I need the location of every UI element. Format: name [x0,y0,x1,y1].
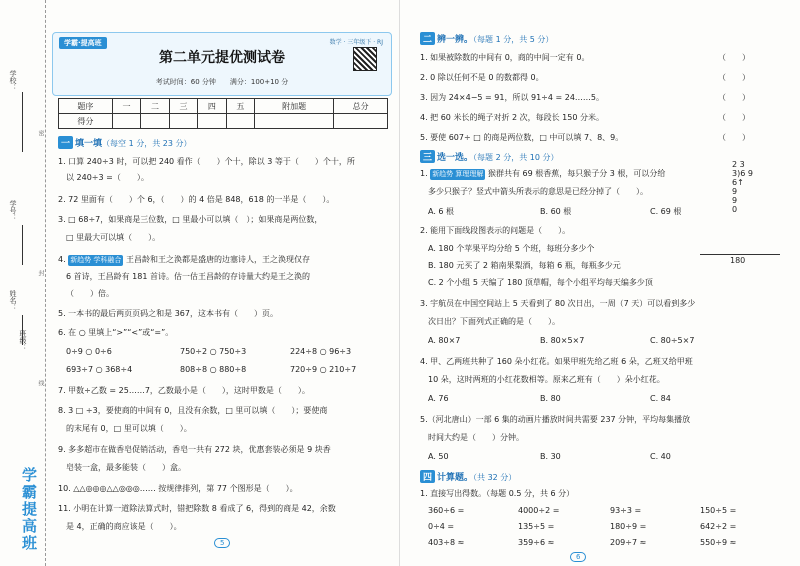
judge-5: 5. 要使 607÷ □ 的商是两位数，□ 中可以填 7、8、9。 [420,133,624,142]
choice-option[interactable]: C. 40 [650,452,671,461]
qr-code-icon [353,47,377,71]
cut-mark-3: 线 [37,380,44,386]
choice-option[interactable]: A. 76 [428,394,449,403]
section-3-heading [420,150,558,163]
school-line [22,92,23,152]
calc-intro: 1. 直接写出得数。（每题 0.5 分，共 6 分） [420,489,575,498]
binding-strip [0,0,46,566]
choice-option[interactable]: B. 30 [540,452,561,461]
judge-answer-paren[interactable]: （ ） [718,133,750,142]
score-cell: 题序 [59,99,113,114]
section-note: （每题 1 分，共 5 分） [473,35,554,44]
calc-item: 135÷5 = [518,522,555,531]
section-1-heading [58,136,191,149]
vdiv-line: 9 [732,196,738,205]
question-4: 4. 新趋势 学科融合 王昌龄和王之涣都是盛唐的边塞诗人，王之涣现仅存 [58,255,310,264]
compare-item: 224÷8 ○ 96÷3 [290,347,352,356]
compare-item: 0÷9 ○ 0÷6 [66,347,112,356]
question-10: 10. △△◎◎◎△△◎◎◎…… 按规律排列，第 77 个图形是（ ）。 [58,484,298,493]
question-5: 5. 一本书的最后两页页码之和是 367，这本书有（ ）页。 [58,309,278,318]
question-1-cont: 以 240÷3 =（ ）。 [66,173,149,182]
choice-4: 4. 甲、乙两班共种了 160 朵小红花。如果甲班先给乙班 6 朵，乙班又给甲班 [420,357,693,366]
vdiv-line: 6↑ [732,178,744,187]
section-2-heading [420,32,553,45]
calc-item: 360÷6 = [428,506,465,515]
choice-2: 2. 能用下面线段图表示的问题是（ ）。 [420,226,571,235]
section-note: （共 32 分） [473,473,517,482]
section-title: 计算题。 [437,473,474,483]
question-6: 6. 在 ○ 里填上“>”“<”或“=”。 [58,328,174,337]
score-input[interactable] [169,114,197,129]
choice-option[interactable]: A. 80×7 [428,336,461,345]
choice-option[interactable]: C. 2 个小组 5 天编了 180 顶草帽，每个小组平均每天编多少顶 [428,278,653,287]
school-label: 学校： [9,70,17,91]
question-3: 3. □ 68÷7，如果商是三位数，□ 里最小可以填（ ）；如果商是两位数， [58,215,323,224]
vdiv-line: 9 [732,187,738,196]
section-number: 一 [58,136,73,149]
score-cell: 总分 [334,99,388,114]
score-cell: 四 [198,99,226,114]
question-4-cont: 6 首诗，王昌龄有 181 首诗。估一估王昌龄的存诗量大约是王之涣的 [66,272,310,281]
page-number: 5 [214,538,230,548]
question-4-cont: （ ）倍。 [66,289,114,298]
test-meta: 考试时间：60 分钟 满分：100+10 分 [155,78,289,86]
section-number: 三 [420,150,435,163]
calc-item: 93÷3 = [610,506,642,515]
choice-option[interactable]: C. 80÷5×7 [650,336,695,345]
section-number: 四 [420,470,435,483]
grade-tag: 数学 · 三年级下 · RJ [329,39,383,46]
calc-item: 180÷9 = [610,522,647,531]
score-input[interactable] [226,114,254,129]
cut-mark-2: 封 [37,270,44,276]
choice-option[interactable]: A. 50 [428,452,449,461]
vdiv-line: 2 3 [732,160,745,169]
vdiv-line: 3)6 9 [732,169,753,178]
score-input[interactable] [255,114,334,129]
judge-answer-paren[interactable]: （ ） [718,53,750,62]
question-2: 2. 72 里面有（ ）个 6，（ ）的 4 倍是 848，618 的一半是（ ）。 [58,195,335,204]
trend-tag: 新趋势 学科融合 [70,256,122,264]
question-9: 9. 多多超市在做香皂促销活动，香皂一共有 272 块，优惠套装必须是 9 块香 [58,445,331,454]
choice-option[interactable]: A. 180 个苹果平均分给 5 个班，每班分多少个 [428,244,595,253]
score-cell: 二 [141,99,169,114]
score-input[interactable] [198,114,226,129]
judge-4: 4. 把 60 米长的绳子对折 2 次，每段长 150 分米。 [420,113,604,122]
score-cell: 一 [112,99,140,114]
score-input[interactable] [112,114,140,129]
choice-option[interactable]: B. 80×5×7 [540,336,585,345]
choice-4-cont: 10 朵，这时两班的小红花数相等。原来乙班有（ ）朵小红花。 [428,375,665,384]
compare-item: 693÷7 ○ 368÷4 [66,365,133,374]
judge-answer-paren[interactable]: （ ） [718,113,750,122]
question-7: 7. 甲数÷乙数 = 25……7，乙数最小是（ ），这时甲数是（ ）。 [58,386,310,395]
id-line [22,225,23,265]
choice-option[interactable]: B. 180 元买了 2 箱南果梨酒，每箱 6 瓶，每瓶多少元 [428,261,621,270]
score-cell: 三 [169,99,197,114]
choice-5: 5.（河北唐山）一部 6 集的动画片播放时间共需要 237 分钟，平均每集播放 [420,415,691,424]
choice-3: 3. 宇航员在中国空间站上 5 天看到了 80 次日出，一周（7 天）可以看到多少 [420,299,696,308]
judge-3: 3. 因为 24×4−5 = 91，所以 91÷4 = 24……5。 [420,93,605,102]
compare-item: 808÷8 ○ 880÷8 [180,365,247,374]
score-input[interactable] [141,114,169,129]
id-label: 学号： [9,200,17,221]
section-title: 填一填 [75,139,103,149]
calc-item: 209÷7 ≈ [610,538,647,547]
choice-option[interactable]: C. 84 [650,394,671,403]
compare-item: 720÷9 ○ 210÷7 [290,365,357,374]
choice-5-cont: 时间大约是（ ）分钟。 [428,433,524,442]
name-label: 姓名： [9,290,17,311]
vdiv-line: 0 [732,205,738,214]
section-note: （每题 2 分，共 10 分） [473,153,559,162]
choice-option[interactable]: B. 60 根 [540,207,572,216]
section-4-heading [420,470,516,483]
section-note: （每空 1 分，共 23 分） [102,139,192,148]
question-3-cont: □ 里最大可以填（ ）。 [66,233,161,242]
section-title: 选一选。 [437,153,474,163]
compare-item: 750÷2 ○ 750÷3 [180,347,247,356]
choice-1: 1. 新趋势 算理理解 猴群共有 69 根香蕉，每只猴子分 3 根，可以分给 [420,169,666,178]
score-row-label: 得分 [59,114,113,129]
score-cell: 附加题 [255,99,334,114]
right-page [400,0,800,566]
question-9-cont: 皂装一盒，最多能装（ ）盒。 [66,463,186,472]
calc-item: 550÷9 ≈ [700,538,737,547]
vertical-division [732,160,772,214]
test-header [52,32,392,96]
score-input[interactable] [334,114,388,129]
test-title: 第二单元提优测试卷 [159,50,285,66]
judge-answer-paren[interactable]: （ ） [718,73,750,82]
score-table [58,98,388,129]
judge-answer-paren[interactable]: （ ） [718,93,750,102]
question-11: 11. 小明在计算一道除法算式时，错把除数 8 看成了 6，得到的商是 42，余数 [58,504,336,513]
calc-item: 403÷8 ≈ [428,538,465,547]
choice-option[interactable]: A. 6 根 [428,207,455,216]
section-number: 二 [420,32,435,45]
choice-1-cont: 多少只猴子？竖式中箭头所表示的意思是已经分掉了（ ）。 [428,187,648,196]
calc-item: 642÷2 = [700,522,737,531]
page-number: 6 [570,552,586,562]
section-title: 辨一辨。 [437,35,474,45]
calc-item: 150÷5 = [700,506,737,515]
class-label: 班级： [19,330,27,351]
judge-2: 2. 0 除以任何不是 0 的数都得 0。 [420,73,544,82]
choice-option[interactable]: C. 69 根 [650,207,682,216]
brand-badge: 学霸·提高班 [59,37,107,49]
question-8-cont: 的末尾有 0，□ 里可以填（ ）。 [66,424,192,433]
question-8: 8. 3 □ ÷3，要使商的中间有 0，且没有余数，□ 里可以填（ ）；要使商 [58,406,328,415]
brand-vertical-logo: 学霸提高班 [20,467,38,552]
question-11-cont: 是 4，正确的商应该是（ ）。 [66,522,182,531]
score-cell: 五 [226,99,254,114]
calc-item: 359÷6 ≈ [518,538,555,547]
segment-label: 180 [730,256,746,265]
calc-item: 0÷4 = [428,522,455,531]
judge-1: 1. 如果被除数的中间有 0，商的中间一定有 0。 [420,53,590,62]
choice-option[interactable]: B. 80 [540,394,561,403]
choice-3-cont: 次日出？下面列式正确的是（ ）。 [428,317,560,326]
calc-item: 4000÷2 = [518,506,560,515]
question-1: 1. 口算 240÷3 时，可以把 240 看作（ ）个十，除以 3 等于（ ）个十，所 [58,157,355,166]
trend-tag: 新趋势 算理理解 [432,170,484,178]
segment-diagram [700,254,780,255]
cut-mark-1: 密 [37,130,44,136]
